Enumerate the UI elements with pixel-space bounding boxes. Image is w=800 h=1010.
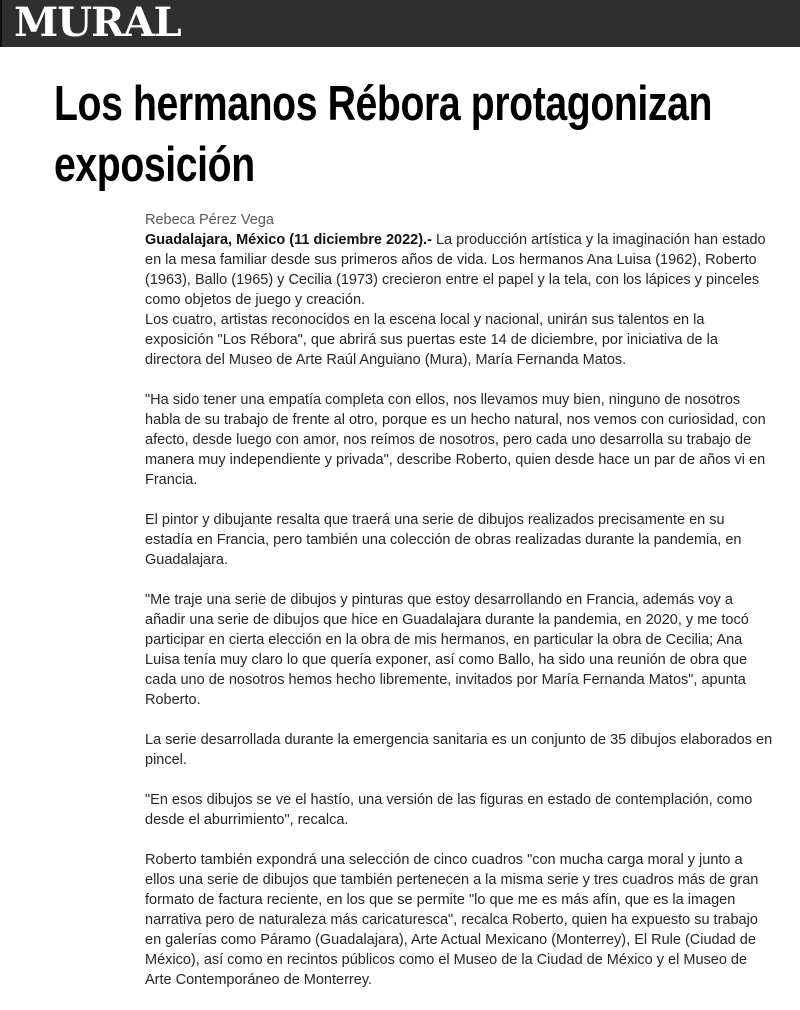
article-paragraph: "En esos dibujos se ve el hastío, una versión de las figuras en estado de contemplación, como desde el aburrimiento", recalca. — [145, 792, 753, 828]
dateline: Guadalajara, México (11 diciembre 2022).- — [145, 232, 432, 248]
article-body — [145, 210, 775, 1010]
mural-logo[interactable]: MURAL — [14, 0, 181, 46]
article-paragraph: "Ha sido tener una empatía completa con ellos, nos llevamos muy bien, ninguno de nosotros habla de su trabajo de frente al otro, porque es un hecho natural, nos vemos con curiosidad, con afecto, desde luego con amor, nos reímos de nosotros, pero cada uno desarrolla su trabajo de manera muy independiente y privada", describe Roberto, quien desde hace un par de años vi en Francia. — [145, 392, 766, 488]
article-paragraph: "Me traje una serie de dibujos y pinturas que estoy desarrollando en Francia, además voy a añadir una serie de dibujos que hice en Guadalajara durante la pandemia, en 2020, y me tocó participar en cierta elección en la obra de mis hermanos, en particular la obra de Cecilia; Ana Luisa tenía muy claro lo que quería exponer, así como Ballo, ha sido una reunión de obra que cada uno de nosotros hemos hecho libremente, invitados por María Fernanda Matos", apunta Roberto. — [145, 592, 749, 708]
article-paragraph: El pintor y dibujante resalta que traerá una serie de dibujos realizados precisamente en su estadía en Francia, pero también una colección de obras realizadas durante la pandemia, en Guadalajara. — [145, 512, 742, 568]
article-paragraph — [145, 230, 775, 310]
article-title — [54, 74, 713, 196]
masthead-bar — [0, 0, 800, 47]
article-paragraph: Los cuatro, artistas reconocidos en la escena local y nacional, unirán sus talentos en la exposición "Los Rébora", que abrirá sus puertas este 14 de diciembre, por iniciativa de la directora del Museo de Arte Raúl Anguiano (Mura), María Fernanda Matos. — [145, 312, 718, 368]
author-byline: Rebeca Pérez Vega — [145, 212, 274, 228]
article-title-line-2: exposición — [54, 138, 255, 192]
article-paragraph: Roberto también expondrá una selección de cinco cuadros "con mucha carga moral y junto a ellos una serie de dibujos que también pertenecen a la misma serie y tres cuadros más de gran formato de factura reciente, en los que se permite "lo que me es más afín, que es la imagen narrativa pero de naturaleza más caricaturesca", recalca Roberto, quien ha expuesto su trabajo en galerías como Páramo (Guadalajara), Arte Actual Mexicano (Monterrey), El Rule (Ciudad de México), así como en recintos públicos como el Museo de la Ciudad de México y el Museo de Arte Contemporáneo de Monterrey. — [145, 852, 759, 988]
paragraph-text: La producción artística y la imaginación han estado en la mesa familiar desde sus primeros años de vida. Los hermanos Ana Luisa (1962), Roberto (1963), Ballo (1965) y Cecilia (1973) crecieron entre el papel y la tela, con los lápices y pinceles como objetos de juego y creación. — [145, 232, 766, 308]
article-title-line-1: Los hermanos Rébora protagonizan — [54, 77, 713, 131]
article-paragraph: La serie desarrollada durante la emergencia sanitaria es un conjunto de 35 dibujos elaborados en pincel. — [145, 732, 773, 768]
